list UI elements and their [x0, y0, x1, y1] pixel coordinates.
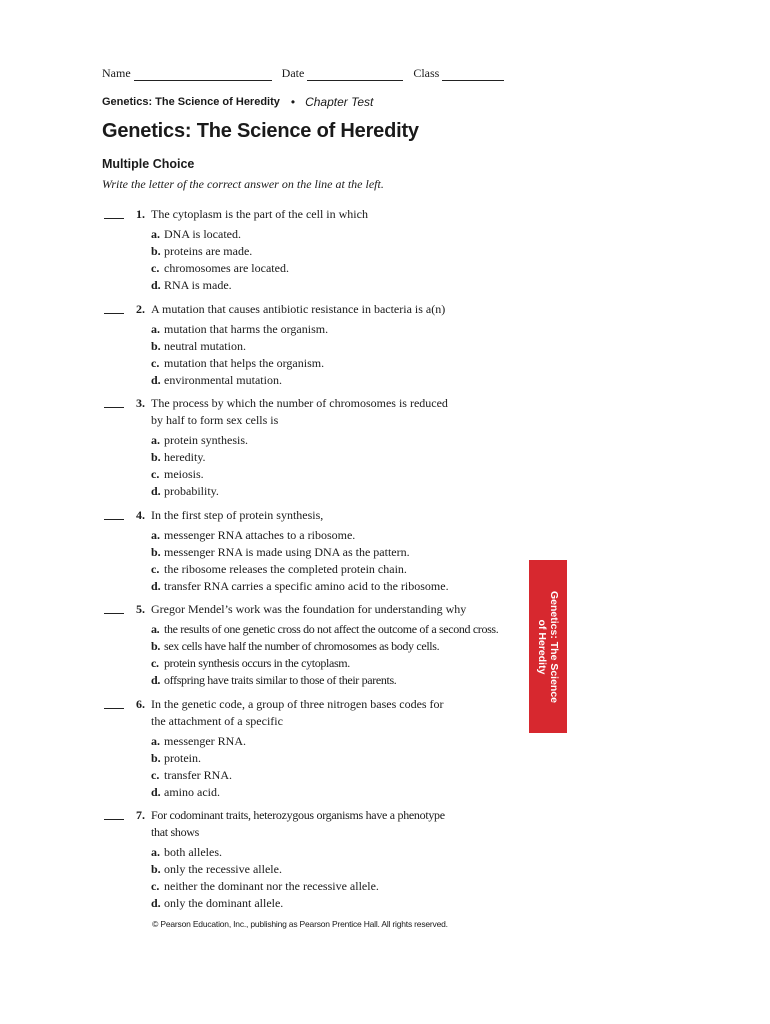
choice-a: a. messenger RNA.: [151, 734, 246, 748]
question-text: The process by which the number of chromosomes is reduced by half to form sex cells is: [151, 396, 448, 427]
chapter-side-tab: [529, 560, 567, 733]
name-blank[interactable]: [134, 68, 272, 81]
choice-d: d. only the dominant allele.: [151, 896, 284, 910]
section-title: Multiple Choice: [102, 157, 195, 171]
choice-list: [151, 432, 524, 500]
answer-blank[interactable]: [104, 601, 124, 614]
question-3: [104, 395, 524, 500]
choice-list: [151, 321, 524, 389]
side-tab-line-2: of Heredity: [536, 619, 549, 674]
answer-blank[interactable]: [104, 206, 124, 219]
breadcrumb-chapter: Genetics: The Science of Heredity: [102, 96, 280, 108]
question-text: In the first step of protein synthesis,: [151, 508, 324, 522]
answer-blank[interactable]: [104, 696, 124, 709]
question-5: [104, 601, 534, 689]
choice-a: a. DNA is located.: [151, 227, 241, 241]
choice-c: c. protein synthesis occurs in the cytoplasm.: [151, 656, 350, 670]
choice-d: d. environmental mutation.: [151, 373, 282, 387]
choice-list: [151, 226, 524, 294]
choice-list: [151, 621, 534, 689]
choice-c: c. chromosomes are located.: [151, 261, 289, 275]
copyright-footer: © Pearson Education, Inc., publishing as Pearson Prentice Hall. All rights reserved.: [152, 919, 448, 929]
choice-c: c. neither the dominant nor the recessive allele.: [151, 879, 379, 893]
choice-c: c. the ribosome releases the completed protein chain.: [151, 562, 407, 576]
choice-a: a. protein synthesis.: [151, 433, 248, 447]
choice-d: d. probability.: [151, 484, 219, 498]
question-4: [104, 507, 524, 595]
choice-b: b. neutral mutation.: [151, 339, 246, 353]
question-number: 7.: [136, 808, 145, 822]
choice-c: c. meiosis.: [151, 467, 204, 481]
breadcrumb-test-type: Chapter Test: [305, 95, 374, 109]
question-text: The cytoplasm is the part of the cell in which: [151, 207, 368, 221]
choice-list: [151, 844, 524, 912]
choice-a: a. mutation that harms the organism.: [151, 322, 329, 336]
choice-b: b. only the recessive allele.: [151, 862, 282, 876]
choice-a: a. the results of one genetic cross do not affect the outcome of a second cross.: [151, 622, 499, 636]
student-info-line: [102, 66, 504, 81]
choice-list: [151, 527, 524, 595]
choice-d: d. RNA is made.: [151, 278, 232, 292]
choice-b: b. heredity.: [151, 450, 206, 464]
choice-c: c. transfer RNA.: [151, 768, 232, 782]
choice-a: a. both alleles.: [151, 845, 222, 859]
question-6: [104, 696, 524, 801]
date-label: Date: [281, 66, 305, 80]
instructions: Write the letter of the correct answer on the line at the left.: [102, 177, 384, 191]
answer-blank[interactable]: [104, 395, 124, 408]
page-title: Genetics: The Science of Heredity: [102, 120, 419, 142]
class-label: Class: [413, 66, 440, 80]
choice-b: b. messenger RNA is made using DNA as the pattern.: [151, 545, 410, 559]
choice-c: c. mutation that helps the organism.: [151, 356, 325, 370]
date-blank[interactable]: [307, 68, 403, 81]
choice-d: d. transfer RNA carries a specific amino acid to the ribosome.: [151, 579, 449, 593]
choice-d: d. offspring have traits similar to those of their parents.: [151, 673, 397, 687]
question-text: For codominant traits, heterozygous organisms have a phenotype that shows: [151, 808, 445, 839]
question-number: 2.: [136, 302, 145, 316]
choice-b: b. proteins are made.: [151, 244, 253, 258]
question-1: [104, 206, 524, 294]
answer-blank[interactable]: [104, 301, 124, 314]
breadcrumb: [102, 95, 373, 109]
choice-d: d. amino acid.: [151, 785, 220, 799]
question-2: [104, 301, 524, 389]
question-number: 3.: [136, 396, 145, 410]
question-number: 5.: [136, 602, 145, 616]
answer-blank[interactable]: [104, 507, 124, 520]
question-text: In the genetic code, a group of three nitrogen bases codes for the attachment of a specific: [151, 697, 444, 728]
question-7: [104, 807, 524, 912]
question-number: 6.: [136, 697, 145, 711]
question-number: 4.: [136, 508, 145, 522]
class-blank[interactable]: [442, 68, 504, 81]
question-text: Gregor Mendel’s work was the foundation for understanding why: [151, 602, 467, 616]
bullet-icon: •: [290, 95, 296, 109]
choice-b: b. sex cells have half the number of chromosomes as body cells.: [151, 639, 440, 653]
side-tab-line-1: Genetics: The Science: [548, 590, 561, 703]
side-tab-label: [536, 590, 560, 702]
question-text: A mutation that causes antibiotic resistance in bacteria is a(n): [151, 302, 446, 316]
choice-list: [151, 733, 524, 801]
choice-b: b. protein.: [151, 751, 201, 765]
choice-a: a. messenger RNA attaches to a ribosome.: [151, 528, 356, 542]
name-label: Name: [102, 66, 131, 80]
answer-blank[interactable]: [104, 807, 124, 820]
question-number: 1.: [136, 207, 145, 221]
